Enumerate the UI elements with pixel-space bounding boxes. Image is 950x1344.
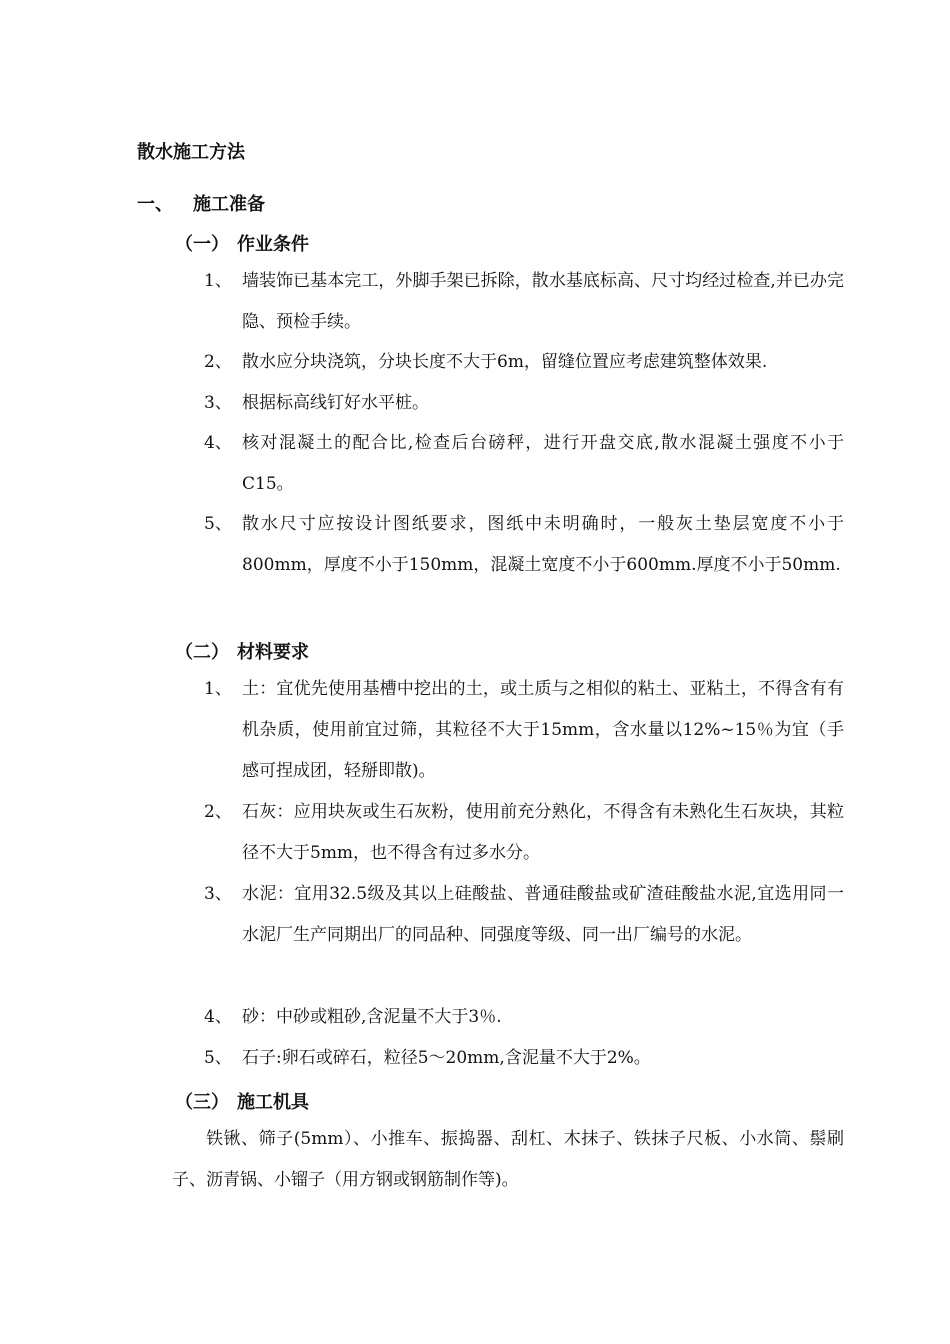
subsection-title: 施工机具 (237, 1092, 309, 1113)
subsection-number: （三） (175, 1092, 229, 1113)
list-item-text: 土：宜优先使用基槽中挖出的土，或土质与之相似的粘土、亚粘土，不得含有有机杂质，使用前宜过筛，其粒径不大于15mm，含水量以12%~15％为宜（手感可捏成团，轻掰即散)。 (242, 679, 844, 781)
subsection-number: （一） (175, 234, 229, 255)
subsection-title: 作业条件 (237, 234, 309, 255)
subsection-number: （二） (175, 642, 229, 663)
list-item-text: 石灰：应用块灰或生石灰粉，使用前充分熟化，不得含有未熟化生石灰块，其粒径不大于5mm，也不得含有过多水分。 (242, 802, 844, 863)
subsection-title: 材料要求 (237, 642, 309, 663)
list-item-number: 4、 (204, 433, 232, 453)
list-item-text: 水泥：宜用32.5级及其以上硅酸盐、普通硅酸盐或矿渣硅酸盐水泥,宜选用同一水泥厂生产同期出厂的同品种、同强度等级、同一出厂编号的水泥。 (242, 884, 844, 945)
list-item-text: 核对混凝土的配合比,检查后台磅秤，进行开盘交底,散水混凝土强度不小于C15。 (242, 433, 844, 494)
list-item-number: 3、 (204, 393, 232, 413)
list-item (204, 792, 844, 874)
document-title: 散水施工方法 (137, 142, 245, 163)
list-item-text: 散水尺寸应按设计图纸要求，图纸中未明确时，一般灰土垫层宽度不小于800mm，厚度不小于150mm，混凝土宽度不小于600mm.厚度不小于50mm. (242, 514, 844, 575)
subsection-heading-1 (175, 230, 309, 256)
list-item-number: 5、 (204, 1048, 232, 1068)
subsection-heading-3 (175, 1088, 309, 1114)
list-item (204, 261, 844, 343)
list-item-number: 2、 (204, 802, 232, 822)
subsection-heading-2 (175, 638, 309, 664)
list-item (204, 874, 844, 956)
list-item-number: 1、 (204, 679, 232, 699)
list-item-number: 4、 (204, 1007, 232, 1027)
section-number: 一、 (137, 194, 173, 215)
list-item-text: 墙装饰已基本完工，外脚手架已拆除，散水基底标高、尺寸均经过检查,并已办完隐、预检手续。 (242, 271, 844, 332)
list-item-number: 5、 (204, 514, 232, 534)
section-title: 施工准备 (193, 194, 265, 215)
section-heading-1 (137, 190, 265, 216)
paragraph: 铁锹、筛子(5mm）、小推车、振捣器、刮杠、木抹子、铁抹子尺板、小水筒、鬃刷子、沥青锅、小镏子（用方钢或钢筋制作等)。 (172, 1129, 844, 1190)
list-item (204, 342, 844, 383)
list-item-text: 根据标高线钉好水平桩。 (242, 393, 429, 413)
list-item (204, 669, 844, 792)
list-item (204, 997, 844, 1038)
list-item-text: 散水应分块浇筑，分块长度不大于6m，留缝位置应考虑建筑整体效果. (242, 352, 768, 372)
list-item (204, 1038, 844, 1079)
list-item-text: 砂：中砂或粗砂,含泥量不大于3％. (242, 1007, 502, 1027)
list-item (204, 504, 844, 586)
list-item (204, 423, 844, 505)
list-item-text: 石子:卵石或碎石，粒径5～20mm,含泥量不大于2%。 (242, 1048, 651, 1068)
list-item-number: 2、 (204, 352, 232, 372)
list-item-number: 1、 (204, 271, 232, 291)
list-item (204, 383, 844, 424)
list-item-number: 3、 (204, 884, 232, 904)
